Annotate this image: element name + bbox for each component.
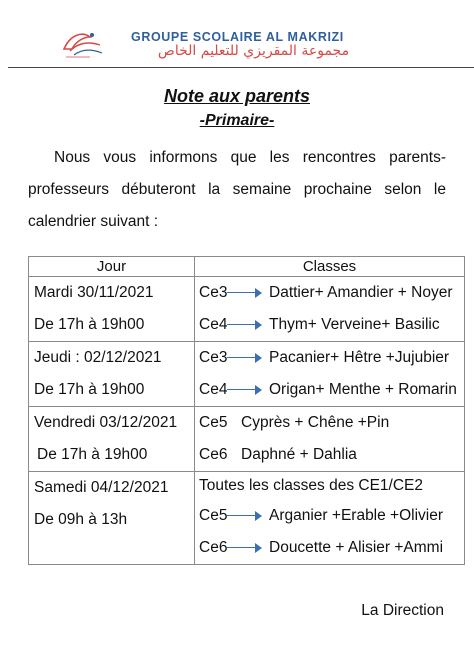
- school-name-ar: مجموعة المقريزي للتعليم الخاص: [157, 43, 350, 59]
- day-cell: [29, 342, 195, 407]
- class-note: Toutes les classes des CE1/CE2: [199, 477, 423, 494]
- arrow-right-icon: [227, 288, 263, 298]
- class-line: [195, 532, 464, 564]
- table-row: [29, 407, 465, 472]
- day-date: Mardi 30/11/2021: [34, 284, 154, 301]
- day-cell: [29, 407, 195, 472]
- class-line: [195, 374, 464, 406]
- day-date: Jeudi : 02/12/2021: [34, 349, 162, 366]
- table-row: [29, 472, 465, 565]
- class-line: [195, 277, 464, 309]
- school-name-fr: GROUPE SCOLAIRE AL MAKRIZI: [131, 30, 344, 44]
- day-hours: De 17h à 19h00: [34, 316, 145, 333]
- document-subtitle: -Primaire-: [199, 112, 275, 129]
- column-header-classes: Classes: [195, 257, 465, 277]
- column-header-day: Jour: [29, 257, 195, 277]
- class-code: Ce5: [199, 507, 228, 524]
- letterhead: [0, 0, 474, 70]
- day-cell: [29, 277, 195, 342]
- document-title: Note aux parents: [163, 86, 311, 106]
- classes-cell: [195, 407, 465, 472]
- class-code: Ce4: [199, 381, 228, 398]
- class-code: Ce5: [199, 414, 228, 431]
- classes-cell: [195, 342, 465, 407]
- class-line: [195, 342, 464, 374]
- arrow-right-icon: [227, 385, 263, 395]
- intro-paragraph: Nous vous informons que les rencontres parents-professeurs débuteront la semaine prochaine selon le calendrier suivant :: [28, 149, 446, 230]
- class-code: Ce6: [199, 539, 228, 556]
- day-date: Samedi 04/12/2021: [34, 479, 169, 496]
- class-code: Ce6: [199, 446, 228, 463]
- class-names: Origan+ Menthe + Romarin: [269, 381, 457, 398]
- table-header-row: [29, 257, 465, 277]
- signature: La Direction: [361, 602, 444, 619]
- school-logo-icon: [60, 27, 104, 61]
- arrow-right-icon: [227, 543, 263, 553]
- day-date: Vendredi 03/12/2021: [34, 414, 178, 431]
- class-names: Dattier+ Amandier + Noyer: [269, 284, 453, 301]
- class-line: [195, 500, 464, 532]
- table-row: [29, 277, 465, 342]
- header-divider: [8, 67, 474, 68]
- class-names: Doucette + Alisier +Ammi: [269, 539, 444, 556]
- class-names: Thym+ Verveine+ Basilic: [269, 316, 440, 333]
- class-names: Daphné + Dahlia: [241, 446, 357, 463]
- arrow-right-icon: [227, 320, 263, 330]
- class-names: Cyprès + Chêne +Pin: [241, 414, 390, 431]
- day-hours: De 09h à 13h: [34, 511, 128, 528]
- table-row: [29, 342, 465, 407]
- class-line: [195, 407, 464, 439]
- class-line: [195, 439, 464, 471]
- schedule-table: [28, 256, 465, 565]
- class-code: Ce3: [199, 349, 228, 366]
- day-hours: De 17h à 19h00: [34, 381, 145, 398]
- classes-cell: [195, 277, 465, 342]
- day-hours: De 17h à 19h00: [37, 446, 148, 463]
- day-cell: [29, 472, 195, 565]
- class-names: Pacanier+ Hêtre +Jujubier: [269, 349, 450, 366]
- class-line: [195, 309, 464, 341]
- class-code: Ce4: [199, 316, 228, 333]
- class-names: Arganier +Erable +Olivier: [269, 507, 444, 524]
- arrow-right-icon: [227, 353, 263, 363]
- classes-cell: [195, 472, 465, 565]
- class-code: Ce3: [199, 284, 228, 301]
- arrow-right-icon: [227, 511, 263, 521]
